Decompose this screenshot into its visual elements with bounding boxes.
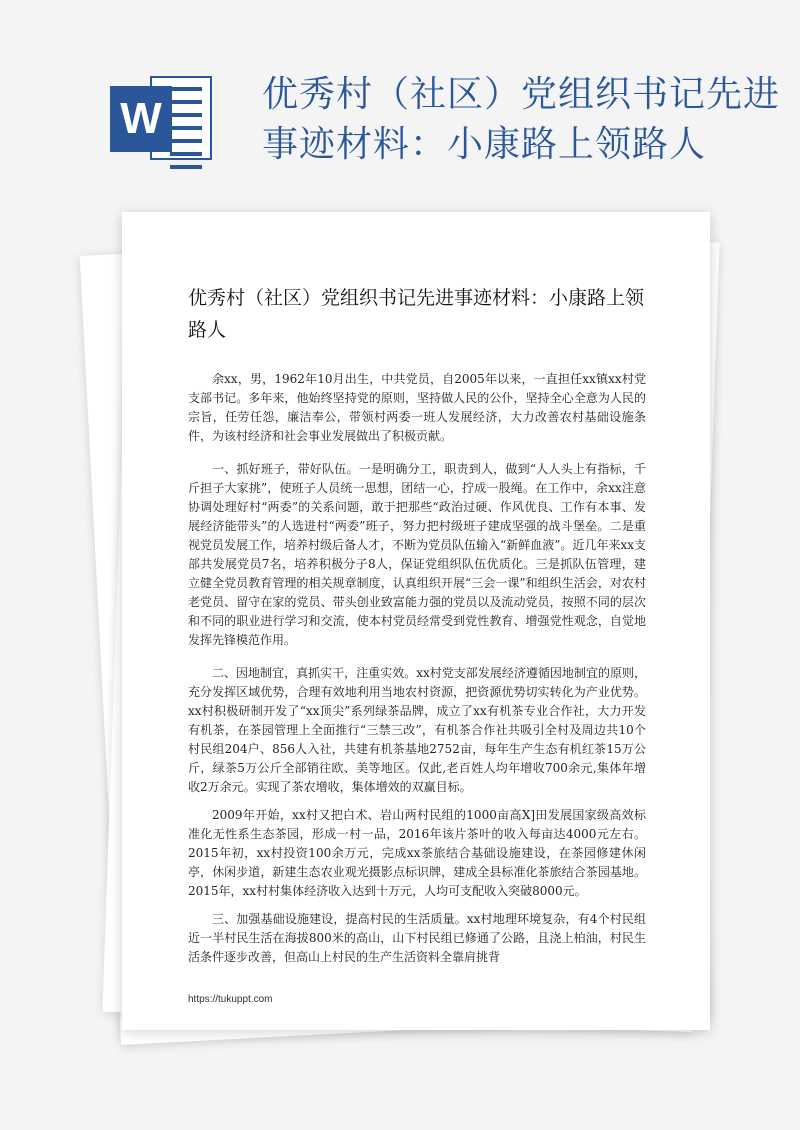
paragraph-section-2-continued: 2009年开始，xx村又把白术、岩山两村民组的1000亩高X]田发展国家级高效标准化无性系生态茶园，形成一村一品，2016年该片茶叶的收入每亩达4000元左右。2015年初，xx村投资100余万元，完成xx茶旅结合基础设施建设，在茶园修建休闲亭，休闲步道，新建生态农业观光摄影点标识牌，建成全县标准化茶旅结合茶园基地。2015年，xx村村集体经济收入达到十万元，人均可支配收入突破8000元。: [188, 808, 646, 898]
document-page: [122, 212, 710, 1030]
paragraph-section-1: 一、抓好班子，带好队伍。一是明确分工，职责到人，做到“人人头上有指标，千斤担子大家挑”，使班子人员统一思想，团结一心，拧成一股绳。在工作中，余xx注意协调处理好村“两委”的关系问题，敢于把那些“政治过硬、作风优良、工作有本事、发展经济能带头”的人选进村“两委”班子，努力把村级班子建成坚强的战斗堡垒。二是重视党员发展工作，培养村级后备人才，不断为党员队伍输入“新鲜血液”。近几年来xx支部共发展党员7名，培养积极分子8人，保证党组织队伍优质化。三是抓队伍管理，建立健全党员教育管理的相关规章制度，认真组织开展“三会一课”和组织生活会，对农村老党员、留守在家的党员、带头创业致富能力强的党员以及流动党员，按照不同的层次和不同的职业进行学习和交流，使本村党员经常受到党性教育、增强党性观念，自觉地发挥先锋模范作用。: [188, 462, 646, 647]
footer-url: https://tukuppt.com: [188, 994, 273, 1005]
paragraph-section-3: 三、加强基础设施建设，提高村民的生活质量。xx村地理环境复杂，有4个村民组近一半村民生活在海拔800米的高山，山下村民组已修通了公路，且浇上柏油，村民生活条件逐步改善，但高山上村民的生产生活资料全靠肩挑背: [188, 912, 646, 964]
banner-title: 优秀村（社区）党组织书记先进事迹材料：小康路上领路人: [262, 74, 781, 165]
document-title: 优秀村（社区）党组织书记先进事迹材料：小康路上领路人: [188, 287, 645, 341]
paragraph-intro: 余xx，男，1962年10月出生，中共党员，自2005年以来，一直担任xx镇xx村党支部书记。多年来，他始终坚持党的原则，坚持做人民的公仆，坚持全心全意为人民的宗旨，任劳任怨，廉洁奉公，带领村两委一班人发展经济，大力改善农村基础设施条件，为该村经济和社会事业发展做出了积极贡献。: [188, 372, 646, 443]
word-logo-letter: W: [110, 86, 172, 152]
word-document-icon: [110, 72, 214, 164]
paragraph-section-2: 二、因地制宜，真抓实干，注重实效。xx村党支部发展经济遵循因地制宜的原则，充分发挥区域优势，合理有效地利用当地农村资源，把资源优势切实转化为产业优势。xx村积极研制开发了“xx顶尖”系列绿茶品牌，成立了xx有机茶专业合作社，大力开发有机茶，在茶园管理上全面推行“三禁三改”，有机茶合作社共吸引全村及周边共10个村民组204户、856人入社，共建有机茶基地2752亩，每年生产生态有机红茶15万公斤，绿茶5万公斤全部销往欧、美等地区。仅此,老百姓人均年增收700余元,集体年增收2万余元。实现了茶农增收，集体增效的双赢目标。: [188, 666, 646, 794]
